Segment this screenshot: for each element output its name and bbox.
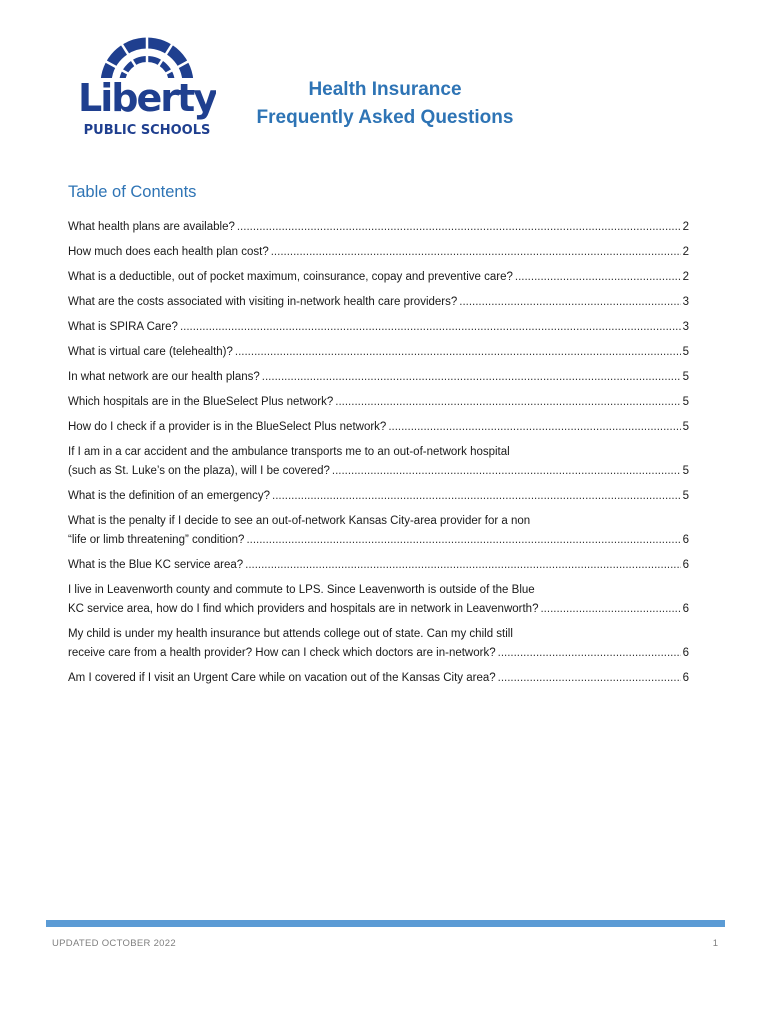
toc-page-number: 3 — [682, 296, 689, 308]
toc-dot-leader — [498, 669, 681, 688]
toc-entry-text: receive care from a health provider? How can I check which doctors are in-network? — [68, 647, 496, 659]
toc-page-number: 3 — [682, 321, 689, 333]
toc-dot-leader — [459, 293, 680, 312]
document-title — [230, 76, 540, 132]
toc-dot-leader — [262, 368, 681, 387]
toc-entry-link[interactable] — [68, 218, 689, 237]
toc-dot-leader — [272, 487, 681, 506]
toc-dot-leader — [335, 393, 680, 412]
toc-page-number: 6 — [682, 672, 689, 684]
toc-entry-link[interactable] — [68, 669, 689, 688]
svg-text:Liberty: Liberty — [78, 76, 216, 120]
toc-page-number: 5 — [682, 465, 689, 477]
table-of-contents — [68, 218, 689, 694]
toc-entry-text: In what network are our health plans? — [68, 371, 260, 383]
toc-page-number: 5 — [682, 421, 689, 433]
toc-entry-link[interactable] — [68, 243, 689, 262]
toc-entry-text: What is a deductible, out of pocket maximum, coinsurance, copay and preventive care? — [68, 271, 513, 283]
toc-dot-leader — [498, 644, 681, 663]
toc-dot-leader — [245, 556, 680, 575]
toc-entry-link[interactable] — [68, 343, 689, 362]
toc-entry-link[interactable] — [68, 556, 689, 575]
toc-entry-text: How do I check if a provider is in the BlueSelect Plus network? — [68, 421, 387, 433]
toc-entry-link[interactable] — [68, 512, 689, 550]
toc-page-number: 5 — [682, 396, 689, 408]
toc-entry-text: I live in Leavenworth county and commute to LPS. Since Leavenworth is outside of the Blue — [68, 584, 535, 596]
toc-entry-text: What is virtual care (telehealth)? — [68, 346, 233, 358]
footer-updated-date: UPDATED OCTOBER 2022 — [52, 938, 176, 949]
toc-entry-link[interactable] — [68, 293, 689, 312]
toc-dot-leader — [235, 343, 681, 362]
toc-page-number: 6 — [682, 603, 689, 615]
toc-page-number: 6 — [682, 647, 689, 659]
toc-dot-leader — [332, 462, 681, 481]
toc-entry-link[interactable] — [68, 418, 689, 437]
toc-entry-link[interactable] — [68, 268, 689, 287]
toc-entry-link[interactable] — [68, 581, 689, 619]
toc-dot-leader — [540, 600, 680, 619]
toc-entry-link[interactable] — [68, 625, 689, 663]
title-line-1: Health Insurance — [308, 79, 462, 100]
toc-entry-text: “life or limb threatening” condition? — [68, 534, 245, 546]
toc-entry-text: Which hospitals are in the BlueSelect Plus network? — [68, 396, 334, 408]
toc-entry-text: What is the penalty if I decide to see an out-of-network Kansas City-area provider for a non — [68, 515, 531, 527]
toc-entry-link[interactable] — [68, 487, 689, 506]
liberty-public-schools-logo — [78, 28, 216, 140]
toc-entry-link[interactable] — [68, 443, 689, 481]
toc-entry-link[interactable] — [68, 318, 689, 337]
toc-page-number: 2 — [682, 271, 689, 283]
toc-page-number: 2 — [682, 221, 689, 233]
toc-heading: Table of Contents — [68, 183, 197, 201]
toc-page-number: 2 — [682, 246, 689, 258]
toc-entry-link[interactable] — [68, 393, 689, 412]
toc-entry-text: What health plans are available? — [68, 221, 235, 233]
toc-page-number: 5 — [682, 346, 689, 358]
toc-page-number: 5 — [682, 371, 689, 383]
toc-entry-link[interactable] — [68, 368, 689, 387]
toc-dot-leader — [237, 218, 681, 237]
toc-dot-leader — [388, 418, 680, 437]
toc-page-number: 6 — [682, 559, 689, 571]
title-line-2: Frequently Asked Questions — [256, 107, 514, 128]
svg-text:PUBLIC SCHOOLS: PUBLIC SCHOOLS — [83, 123, 211, 138]
toc-entry-text: How much does each health plan cost? — [68, 246, 269, 258]
toc-entry-text: My child is under my health insurance but attends college out of state. Can my child still — [68, 628, 513, 640]
footer-divider — [46, 920, 725, 927]
toc-entry-text: KC service area, how do I find which providers and hospitals are in network in Leavenworth? — [68, 603, 539, 615]
toc-entry-text: What are the costs associated with visiting in-network health care providers? — [68, 296, 458, 308]
toc-entry-text: What is the definition of an emergency? — [68, 490, 271, 502]
toc-entry-text: If I am in a car accident and the ambulance transports me to an out-of-network hospital — [68, 446, 510, 458]
toc-page-number: 5 — [682, 490, 689, 502]
toc-page-number: 6 — [682, 534, 689, 546]
toc-entry-text: What is the Blue KC service area? — [68, 559, 244, 571]
toc-dot-leader — [246, 531, 680, 550]
toc-entry-text: What is SPIRA Care? — [68, 321, 178, 333]
footer-page-number: 1 — [712, 938, 718, 949]
toc-dot-leader — [271, 243, 681, 262]
toc-dot-leader — [515, 268, 681, 287]
toc-entry-text: (such as St. Luke’s on the plaza), will I be covered? — [68, 465, 330, 477]
toc-dot-leader — [180, 318, 681, 337]
toc-entry-text: Am I covered if I visit an Urgent Care while on vacation out of the Kansas City area? — [68, 672, 496, 684]
